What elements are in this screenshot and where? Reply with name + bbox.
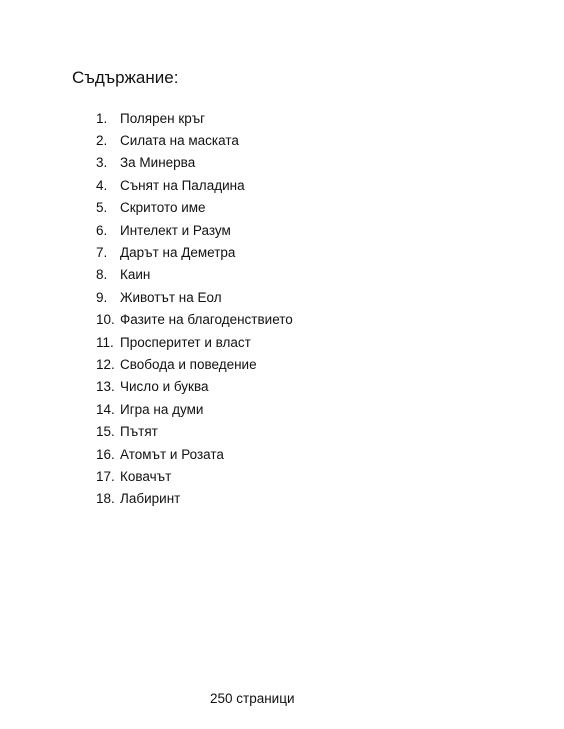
page-count: 250 страници <box>210 691 295 706</box>
toc-item-label: Интелект и Разум <box>120 222 231 238</box>
toc-item <box>96 219 293 241</box>
toc-item-number: 17. <box>96 468 115 484</box>
toc-item-number: 8. <box>96 267 108 283</box>
toc-item-number: 18. <box>96 491 115 507</box>
toc-item-number: 15. <box>96 424 115 440</box>
toc-item <box>96 420 293 442</box>
toc-item <box>96 286 293 308</box>
toc-item <box>96 488 293 510</box>
toc-item-number: 12. <box>96 356 115 372</box>
toc-item-label: Сънят на Паладина <box>120 177 245 193</box>
toc-item-number: 14. <box>96 401 115 417</box>
toc-item-label: Полярен кръг <box>120 110 206 126</box>
toc-item-label: Дарът на Деметра <box>120 245 236 261</box>
toc-item-number: 2. <box>96 133 108 149</box>
toc-item-label: Фазите на благоденствието <box>120 312 293 328</box>
toc-item-number: 16. <box>96 446 115 462</box>
toc-item <box>96 264 293 286</box>
toc-item-label: Каин <box>120 267 151 283</box>
toc-item-number: 7. <box>96 245 108 261</box>
toc-item-number: 13. <box>96 379 115 395</box>
toc-item-label: Свобода и поведение <box>120 356 257 372</box>
toc-item-number: 6. <box>96 222 108 238</box>
toc-title: Съдържание: <box>72 68 179 87</box>
toc-item-number: 9. <box>96 289 108 305</box>
toc-item-label: Лабиринт <box>120 491 181 507</box>
toc-item-label: Животът на Еол <box>120 289 222 305</box>
toc-item-number: 1. <box>96 110 108 126</box>
toc-item-number: 3. <box>96 155 108 171</box>
toc-list <box>96 107 293 510</box>
toc-item-label: За Минерва <box>120 155 196 171</box>
toc-item-label: Скритото име <box>120 200 206 216</box>
toc-item <box>96 353 293 375</box>
toc-item-label: Пътят <box>120 424 158 440</box>
toc-item <box>96 376 293 398</box>
toc-item-label: Число и буква <box>120 379 209 395</box>
toc-item-number: 11. <box>96 334 114 350</box>
toc-item-number: 4. <box>96 177 108 193</box>
toc-item <box>96 197 293 219</box>
toc-item <box>96 398 293 420</box>
toc-item <box>96 174 293 196</box>
toc-item <box>96 331 293 353</box>
toc-item <box>96 443 293 465</box>
toc-item-number: 5. <box>96 200 108 216</box>
toc-item <box>96 152 293 174</box>
toc-item <box>96 107 293 129</box>
toc-item-label: Силата на маската <box>120 133 239 149</box>
toc-item <box>96 309 293 331</box>
toc-item <box>96 129 293 151</box>
toc-item-label: Атомът и Розата <box>120 446 224 462</box>
toc-item-label: Ковачът <box>120 468 172 484</box>
toc-item <box>96 465 293 487</box>
toc-item <box>96 241 293 263</box>
toc-item-label: Игра на думи <box>120 401 204 417</box>
toc-item-number: 10. <box>96 312 115 328</box>
toc-item-label: Просперитет и власт <box>120 334 251 350</box>
